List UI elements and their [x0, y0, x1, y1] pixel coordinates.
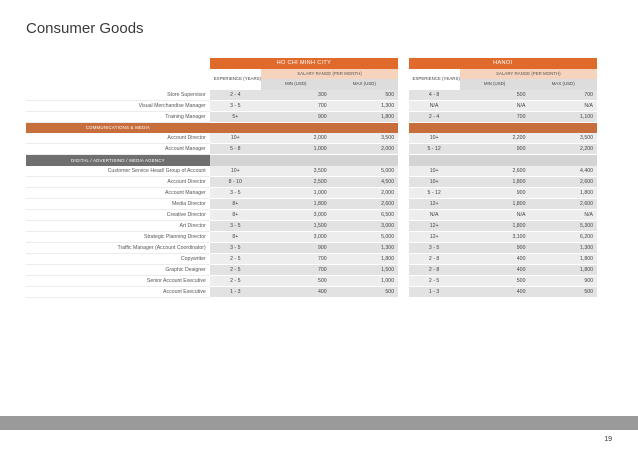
table-row: [26, 144, 597, 155]
min-salary-hcm: 1,800: [261, 199, 331, 210]
max-salary-hcm: 3,500: [331, 133, 398, 144]
experience-hcm: 5 - 8: [210, 144, 261, 155]
job-title: Graphic Designer: [26, 265, 210, 276]
column-gap: [398, 101, 408, 112]
experience-hanoi: 2 - 4: [409, 112, 460, 123]
min-salary-hanoi: 500: [460, 90, 530, 101]
experience-hanoi: 2 - 5: [409, 276, 460, 287]
column-gap: [398, 287, 408, 298]
max-salary-hcm: 500: [331, 90, 398, 101]
experience-hcm: 3 - 5: [210, 221, 261, 232]
max-salary-hcm: 2,000: [331, 188, 398, 199]
column-gap: [398, 144, 408, 155]
max-header-hanoi: MAX (USD): [529, 79, 597, 90]
max-salary-hcm: 4,500: [331, 177, 398, 188]
table-row: [26, 90, 597, 101]
section-label: COMMUNICATIONS & MEDIA: [26, 123, 210, 134]
min-salary-hanoi: 400: [460, 265, 530, 276]
section-fill: [210, 123, 398, 134]
job-title: Store Supervisor: [26, 90, 210, 101]
experience-hcm: 8+: [210, 232, 261, 243]
column-gap: [398, 112, 408, 123]
table-row: [26, 232, 597, 243]
job-title: Account Director: [26, 133, 210, 144]
experience-hanoi: 5 - 12: [409, 188, 460, 199]
column-gap: [398, 199, 408, 210]
column-gap: [398, 254, 408, 265]
min-salary-hanoi: 500: [460, 276, 530, 287]
max-salary-hanoi: 2,200: [529, 144, 597, 155]
max-salary-hcm: 1,800: [331, 112, 398, 123]
job-title: Visual Merchandise Manager: [26, 101, 210, 112]
experience-hanoi: 12+: [409, 232, 460, 243]
job-title: Account Director: [26, 177, 210, 188]
experience-hcm: 1 - 3: [210, 287, 261, 298]
min-salary-hcm: 900: [261, 243, 331, 254]
max-header-hcm: MAX (USD): [331, 79, 398, 90]
min-salary-hanoi: 2,600: [460, 166, 530, 177]
column-gap: [398, 188, 408, 199]
max-salary-hcm: 5,000: [331, 166, 398, 177]
column-gap: [398, 90, 408, 101]
experience-hcm: 2 - 5: [210, 265, 261, 276]
job-title: Training Manager: [26, 112, 210, 123]
min-salary-hcm: 1,000: [261, 144, 331, 155]
page-title: Consumer Goods: [26, 20, 144, 37]
max-salary-hanoi: 700: [529, 90, 597, 101]
min-header-hcm: MIN (USD): [261, 79, 331, 90]
experience-hanoi: 12+: [409, 199, 460, 210]
job-title: Copywriter: [26, 254, 210, 265]
max-salary-hanoi: 900: [529, 276, 597, 287]
column-gap: [398, 221, 408, 232]
max-salary-hcm: 1,500: [331, 265, 398, 276]
table-row: [26, 199, 597, 210]
section-label: DIGITAL / ADVERTISING / MEDIA AGENCY: [26, 155, 210, 166]
section-row: [26, 123, 597, 134]
max-salary-hanoi: 1,100: [529, 112, 597, 123]
max-salary-hanoi: 500: [529, 287, 597, 298]
table-row: [26, 243, 597, 254]
experience-hcm: 10+: [210, 133, 261, 144]
max-salary-hanoi: 2,600: [529, 177, 597, 188]
max-salary-hanoi: 4,400: [529, 166, 597, 177]
job-title: Media Director: [26, 199, 210, 210]
table-row: [26, 133, 597, 144]
column-gap: [398, 177, 408, 188]
table-row: [26, 254, 597, 265]
experience-header-hanoi: EXPERIENCE (YEARS): [409, 69, 460, 90]
table-row: [26, 112, 597, 123]
min-salary-hcm: 3,000: [261, 210, 331, 221]
max-salary-hanoi: 2,600: [529, 199, 597, 210]
min-salary-hcm: 2,000: [261, 133, 331, 144]
table-row: [26, 221, 597, 232]
footer-bar: [0, 416, 638, 430]
experience-hcm: 10+: [210, 166, 261, 177]
min-salary-hanoi: 2,200: [460, 133, 530, 144]
salary-range-header-hcm: SALARY RANGE (PER MONTH): [261, 69, 398, 80]
job-title: Account Executive: [26, 287, 210, 298]
max-salary-hanoi: 1,800: [529, 254, 597, 265]
min-salary-hanoi: 400: [460, 287, 530, 298]
min-salary-hanoi: 700: [460, 112, 530, 123]
experience-hcm: 2 - 4: [210, 90, 261, 101]
min-salary-hcm: 300: [261, 90, 331, 101]
max-salary-hanoi: 1,300: [529, 243, 597, 254]
max-salary-hanoi: 3,500: [529, 133, 597, 144]
experience-hanoi: 2 - 8: [409, 265, 460, 276]
min-salary-hanoi: 3,100: [460, 232, 530, 243]
job-title: Creative Director: [26, 210, 210, 221]
max-salary-hcm: 6,500: [331, 210, 398, 221]
min-salary-hcm: 1,000: [261, 188, 331, 199]
experience-hanoi: 1 - 3: [409, 287, 460, 298]
max-salary-hcm: 3,000: [331, 221, 398, 232]
max-salary-hcm: 2,000: [331, 144, 398, 155]
min-salary-hcm: 2,500: [261, 177, 331, 188]
table-row: [26, 177, 597, 188]
max-salary-hanoi: 6,200: [529, 232, 597, 243]
city-header-hcm: HO CHI MINH CITY: [210, 58, 398, 69]
column-gap: [398, 155, 408, 166]
min-salary-hcm: 700: [261, 254, 331, 265]
table-body: [26, 90, 597, 298]
experience-hcm: 8+: [210, 210, 261, 221]
max-salary-hcm: 1,800: [331, 254, 398, 265]
min-salary-hanoi: N/A: [460, 101, 530, 112]
min-salary-hanoi: 900: [460, 188, 530, 199]
min-salary-hanoi: 1,800: [460, 221, 530, 232]
table-row: [26, 287, 597, 298]
section-fill: [409, 123, 597, 134]
experience-hcm: 2 - 5: [210, 276, 261, 287]
section-fill: [409, 155, 597, 166]
salary-table: [26, 58, 597, 298]
min-salary-hcm: 400: [261, 287, 331, 298]
max-salary-hcm: 1,300: [331, 243, 398, 254]
min-salary-hanoi: 1,800: [460, 177, 530, 188]
experience-hanoi: N/A: [409, 101, 460, 112]
column-gap: [398, 243, 408, 254]
experience-hanoi: 3 - 5: [409, 243, 460, 254]
job-title: Strategic Planning Director: [26, 232, 210, 243]
experience-hanoi: 5 - 12: [409, 144, 460, 155]
min-salary-hcm: 3,500: [261, 166, 331, 177]
max-salary-hanoi: N/A: [529, 210, 597, 221]
max-salary-hcm: 500: [331, 287, 398, 298]
job-title: Customer Service Head/ Group of Account: [26, 166, 210, 177]
min-salary-hcm: 700: [261, 265, 331, 276]
table-row: [26, 210, 597, 221]
experience-hcm: 3 - 5: [210, 101, 261, 112]
table-row: [26, 188, 597, 199]
experience-hcm: 3 - 5: [210, 243, 261, 254]
table-row: [26, 166, 597, 177]
min-header-hanoi: MIN (USD): [460, 79, 530, 90]
min-salary-hanoi: N/A: [460, 210, 530, 221]
experience-hanoi: 10+: [409, 177, 460, 188]
min-salary-hcm: 3,000: [261, 232, 331, 243]
table-row: [26, 101, 597, 112]
job-title: Account Manager: [26, 188, 210, 199]
column-gap: [398, 123, 408, 134]
min-salary-hcm: 900: [261, 112, 331, 123]
experience-hcm: 8+: [210, 199, 261, 210]
job-title: Senior Account Executive: [26, 276, 210, 287]
experience-hanoi: 2 - 8: [409, 254, 460, 265]
experience-hcm: 3 - 5: [210, 188, 261, 199]
column-gap: [398, 166, 408, 177]
column-gap: [398, 133, 408, 144]
job-title: Account Manager: [26, 144, 210, 155]
column-gap: [398, 232, 408, 243]
min-salary-hcm: 700: [261, 101, 331, 112]
min-salary-hanoi: 900: [460, 243, 530, 254]
experience-hanoi: 10+: [409, 133, 460, 144]
min-salary-hcm: 500: [261, 276, 331, 287]
table-row: [26, 265, 597, 276]
max-salary-hcm: 1,300: [331, 101, 398, 112]
experience-hanoi: 12+: [409, 221, 460, 232]
max-salary-hanoi: N/A: [529, 101, 597, 112]
city-header-hanoi: HANOI: [409, 58, 597, 69]
min-salary-hanoi: 400: [460, 254, 530, 265]
table-row: [26, 276, 597, 287]
page-number: 19: [604, 436, 612, 443]
column-gap: [398, 210, 408, 221]
column-gap: [398, 276, 408, 287]
experience-header-hcm: EXPERIENCE (YEARS): [210, 69, 261, 90]
max-salary-hanoi: 1,800: [529, 265, 597, 276]
experience-hanoi: 10+: [409, 166, 460, 177]
experience-hcm: 5+: [210, 112, 261, 123]
section-row: [26, 155, 597, 166]
max-salary-hcm: 1,000: [331, 276, 398, 287]
salary-range-header-hanoi: SALARY RANGE (PER MONTH): [460, 69, 597, 80]
job-title: Art Director: [26, 221, 210, 232]
max-salary-hanoi: 5,300: [529, 221, 597, 232]
column-gap: [398, 265, 408, 276]
experience-hanoi: 4 - 8: [409, 90, 460, 101]
min-salary-hanoi: 900: [460, 144, 530, 155]
min-salary-hanoi: 1,800: [460, 199, 530, 210]
max-salary-hanoi: 1,800: [529, 188, 597, 199]
experience-hcm: 8 - 10: [210, 177, 261, 188]
experience-hcm: 2 - 5: [210, 254, 261, 265]
experience-hanoi: N/A: [409, 210, 460, 221]
section-fill: [210, 155, 398, 166]
min-salary-hcm: 1,500: [261, 221, 331, 232]
max-salary-hcm: 2,600: [331, 199, 398, 210]
max-salary-hcm: 5,000: [331, 232, 398, 243]
job-title: Traffic Manager (Account Coordinator): [26, 243, 210, 254]
